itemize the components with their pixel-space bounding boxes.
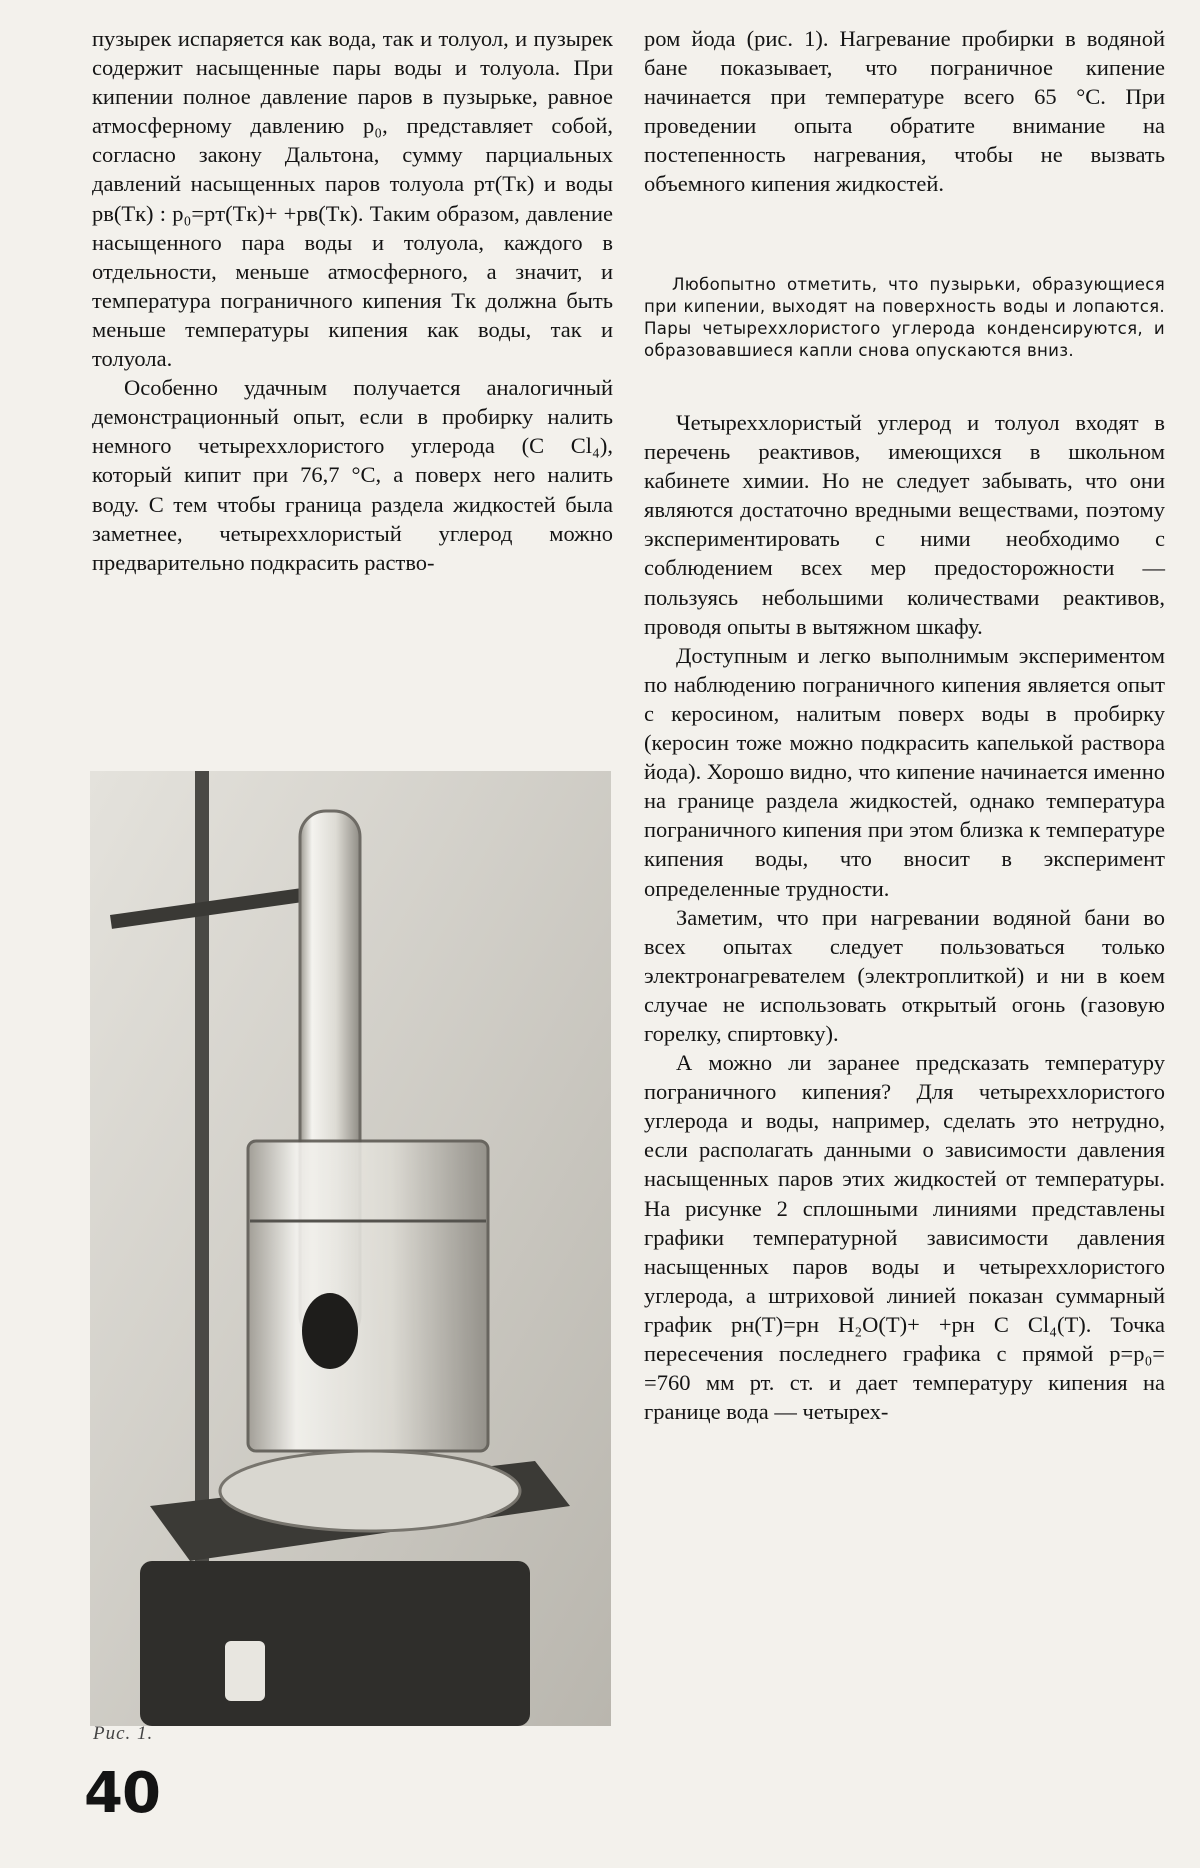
ccl4-layer: [302, 1293, 358, 1369]
paragraph: пузырек испаряется как вода, так и толуол, и пузырек содержит насыщенные пары воды и толуола. При кипении полное давление паров в пузырьке, равное атмосферному давлению p₀, представляет собой, согласно закону Дальтона, сумму парциальных давлений насыщенных паров толуола pт(Tк) и воды pв(Tк) : p₀=pт(Tк)+ +pв(Tк). Таким образом, давление насыщенного пара воды и толуола, каждого в отдельности, меньше атмосферного, а значит, и температура пограничного кипения Tк должна быть меньше температуры кипения как воды, так и толуола.: [92, 26, 613, 372]
paragraph: А можно ли заранее предсказать температуру пограничного кипения? Для четыреххлористого углерода и воды, например, сделать это нетрудно, если располагать данными о зависимости давления насыщенных паров этих жидкостей от температуры. На рисунке 2 сплошными линиями представлены графики температурной зависимости давления насыщенных паров воды и четыреххлористого углерода, а штриховой линией показан суммарный график pн(T)=pн H₂O(T)+ +pн C Cl₄(T). Точка пересечения последнего графика с прямой p=p₀= =760 мм рт. ст. и дает температуру кипения на границе вода — четырех-: [644, 1050, 1165, 1425]
figure-caption: Рис. 1.: [93, 1723, 154, 1744]
photo-figure: [90, 771, 611, 1726]
beaker: [248, 1141, 488, 1451]
paragraph: ром йода (рис. 1). Нагревание пробирки в водяной бане показывает, что пограничное кипение начинается при температуре всего 65 °C. При проведении опыта обратите внимание на постепенность нагревания, чтобы не вызвать объемного кипения жидкостей.: [644, 26, 1165, 197]
electric-heater: [140, 1561, 530, 1726]
paragraph: Особенно удачным получается аналогичный демонстрационный опыт, если в пробирку налить немного четыреххлористого углерода (C Cl₄), который кипит при 76,7 °C, а поверх него налить воду. С тем чтобы граница раздела жидкостей была заметнее, четыреххлористый углерод можно предварительно подкрасить раство-: [92, 375, 613, 575]
right-column-top: [644, 24, 1165, 199]
paragraph: Четыреххлористый углерод и толуол входят в перечень реактивов, имеющихся в школьном кабинете химии. Но не следует забывать, что они являются достаточно вредными веществами, поэтому экспериментировать с ними необходимо с соблюдением всех мер предосторожности — пользуясь небольшими количествами реактивов, проводя опыты в вытяжном шкафу.: [644, 410, 1165, 639]
left-column: [92, 24, 613, 577]
right-column: [644, 408, 1165, 1426]
small-print-note: Любопытно отметить, что пузырьки, образующиеся при кипении, выходят на поверхность воды и лопаются. Пары четыреххлористого углерода конденсируются, и образовавшиеся капли снова опускаются вниз.: [644, 275, 1165, 360]
page-number: 40: [84, 1761, 160, 1826]
heater-plate: [220, 1451, 520, 1531]
paragraph: Доступным и легко выполнимым экспериментом по наблюдению пограничного кипения является опыт с керосином, налитым поверх воды в пробирку (керосин тоже можно подкрасить капелькой раствора йода). Хорошо видно, что кипение начинается именно на границе раздела жидкостей, однако температура пограничного кипения при этом близка к температуре кипения воды, что вносит в эксперимент определенные трудности.: [644, 642, 1165, 901]
heater-knob: [225, 1641, 265, 1701]
experiment-photo: [90, 771, 611, 1726]
paragraph: Заметим, что при нагревании водяной бани во всех опытах следует пользоваться только электронагревателем (электроплиткой) и ни в коем случае не использовать открытый огонь (газовую горелку, спиртовку).: [644, 904, 1165, 1046]
